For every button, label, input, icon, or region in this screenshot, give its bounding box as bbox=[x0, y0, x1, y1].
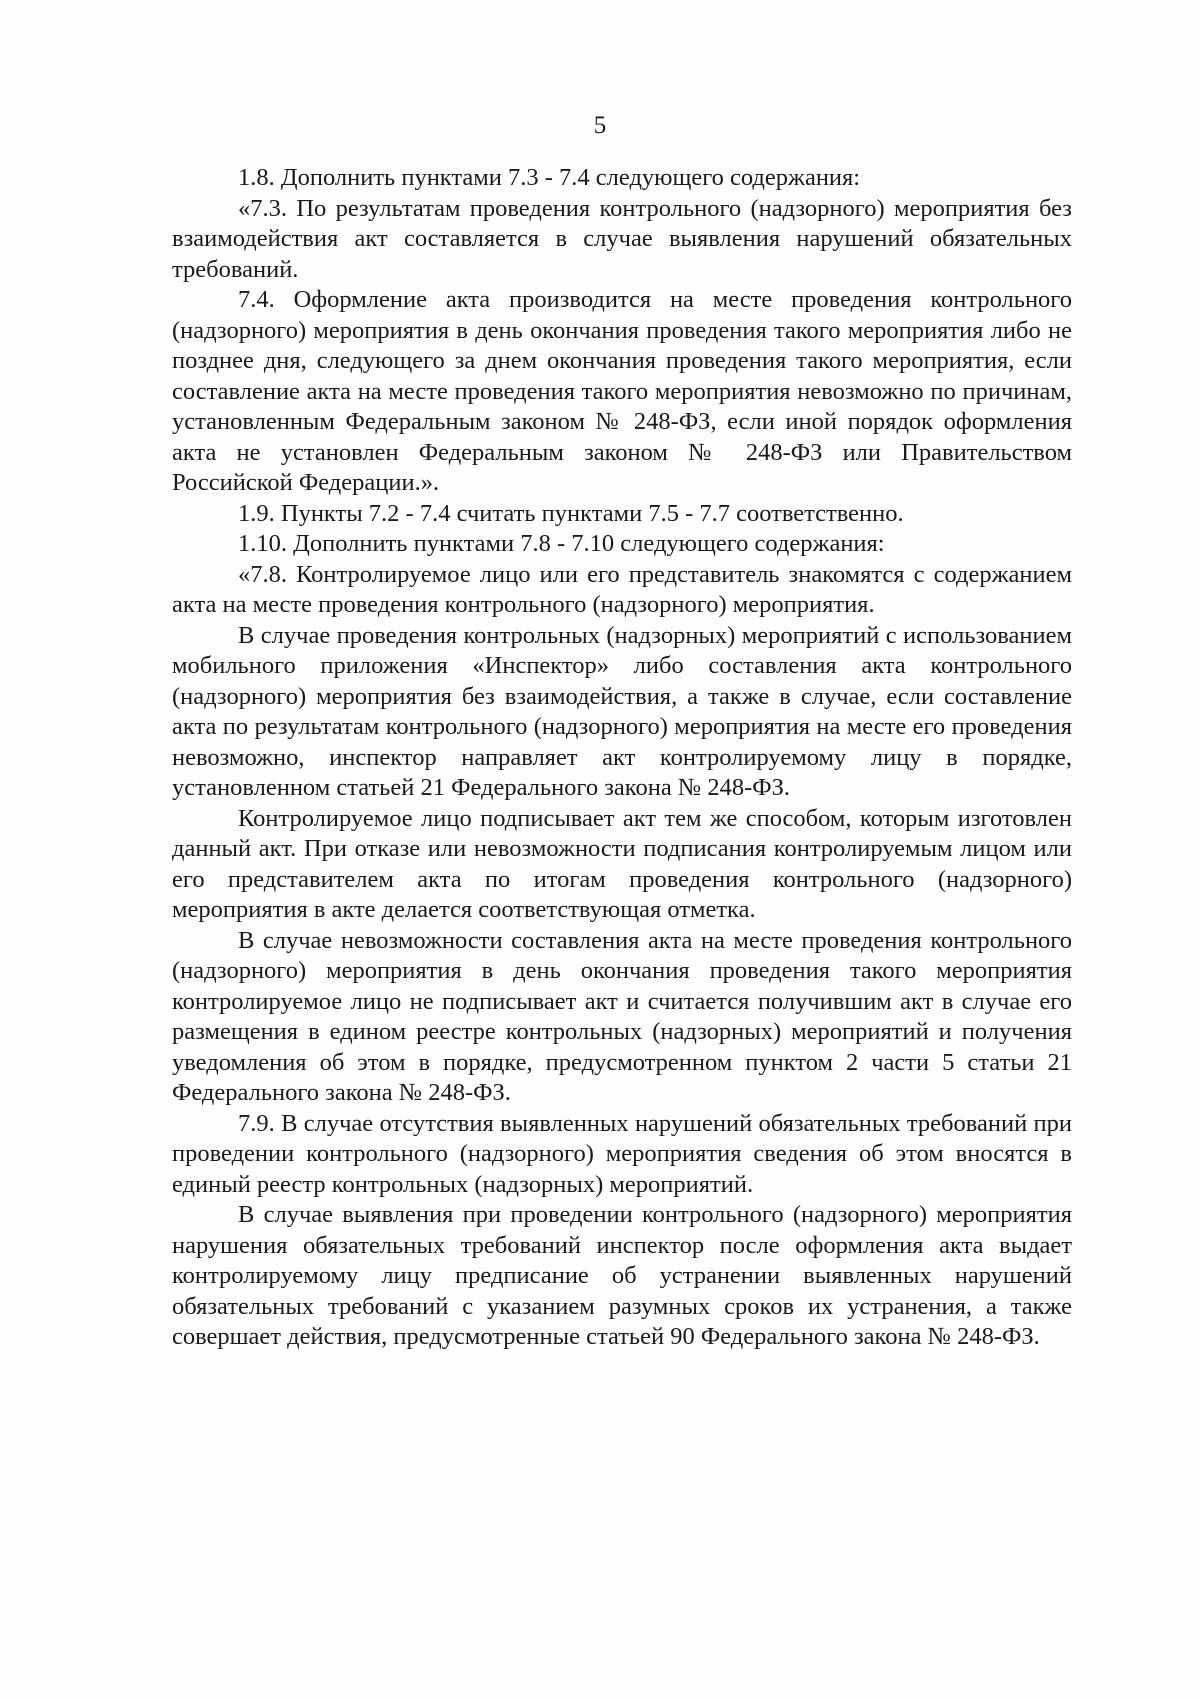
paragraph-7-4: 7.4. Оформление акта производится на месте проведения контрольного (надзорного) мероприятия в день окончания проведения такого мероприятия либо не позднее дня, следующего за днем окончания проведения такого мероприятия, если составление акта на месте проведения такого мероприятия невозможно по причинам, установленным Федеральным законом № 248-ФЗ, если иной порядок оформления акта не установлен Федеральным законом № 248-ФЗ или Правительством Российской Федерации.». bbox=[172, 286, 1072, 496]
document-body bbox=[172, 163, 1072, 1353]
paragraph-7-8-impossibility: В случае невозможности составления акта на месте проведения контрольного (надзорного) мероприятия в день окончания проведения такого мероприятия контролируемое лицо не подписывает акт и считается получившим акт в случае его размещения в едином реестре контрольных (надзорных) мероприятий и получения уведомления об этом в порядке, предусмотренном пунктом 2 части 5 статьи 21 Федерального закона № 248-ФЗ. bbox=[172, 926, 1072, 1106]
paragraph-1-8: 1.8. Дополнить пунктами 7.3 - 7.4 следующего содержания: bbox=[238, 164, 861, 191]
paragraph-7-8-signing: Контролируемое лицо подписывает акт тем же способом, которым изготовлен данный акт. При отказе или невозможности подписания контролируемым лицом или его представителем акта по итогам проведения контрольного (надзорного) мероприятия в акте делается соответствующая отметка. bbox=[172, 804, 1072, 923]
page-number: 5 bbox=[593, 112, 607, 139]
paragraph-7-9: 7.9. В случае отсутствия выявленных нарушений обязательных требований при проведении контрольного (надзорного) мероприятия сведения об этом вносятся в единый реестр контрольных (надзорных) мероприятий. bbox=[172, 1109, 1072, 1198]
paragraph-7-9-violations: В случае выявления при проведении контрольного (надзорного) мероприятия нарушения обязательных требований инспектор после оформления акта выдает контролируемому лицу предписание об устранении выявленных нарушений обязательных требований с указанием разумных сроков их устранения, а также совершает действия, предусмотренные статьей 90 Федерального закона № 248-ФЗ. bbox=[172, 1201, 1072, 1350]
paragraph-7-8-mobile-app: В случае проведения контрольных (надзорных) мероприятий с использованием мобильного приложения «Инспектор» либо составления акта контрольного (надзорного) мероприятия без взаимодействия, а также в случае, если составление акта по результатам контрольного (надзорного) мероприятия на месте его проведения невозможно, инспектор направляет акт контролируемому лицу в порядке, установленном статьей 21 Федерального закона № 248-ФЗ. bbox=[172, 621, 1072, 801]
paragraph-7-3: «7.3. По результатам проведения контрольного (надзорного) мероприятия без взаимодействия акт составляется в случае выявления нарушений обязательных требований. bbox=[172, 194, 1072, 283]
paragraph-1-10: 1.10. Дополнить пунктами 7.8 - 7.10 следующего содержания: bbox=[238, 530, 885, 557]
paragraph-1-9: 1.9. Пункты 7.2 - 7.4 считать пунктами 7.5 - 7.7 соответственно. bbox=[238, 499, 904, 527]
paragraph-7-8: «7.8. Контролируемое лицо или его представитель знакомятся с содержанием акта на месте проведения контрольного (надзорного) мероприятия. bbox=[172, 560, 1072, 618]
